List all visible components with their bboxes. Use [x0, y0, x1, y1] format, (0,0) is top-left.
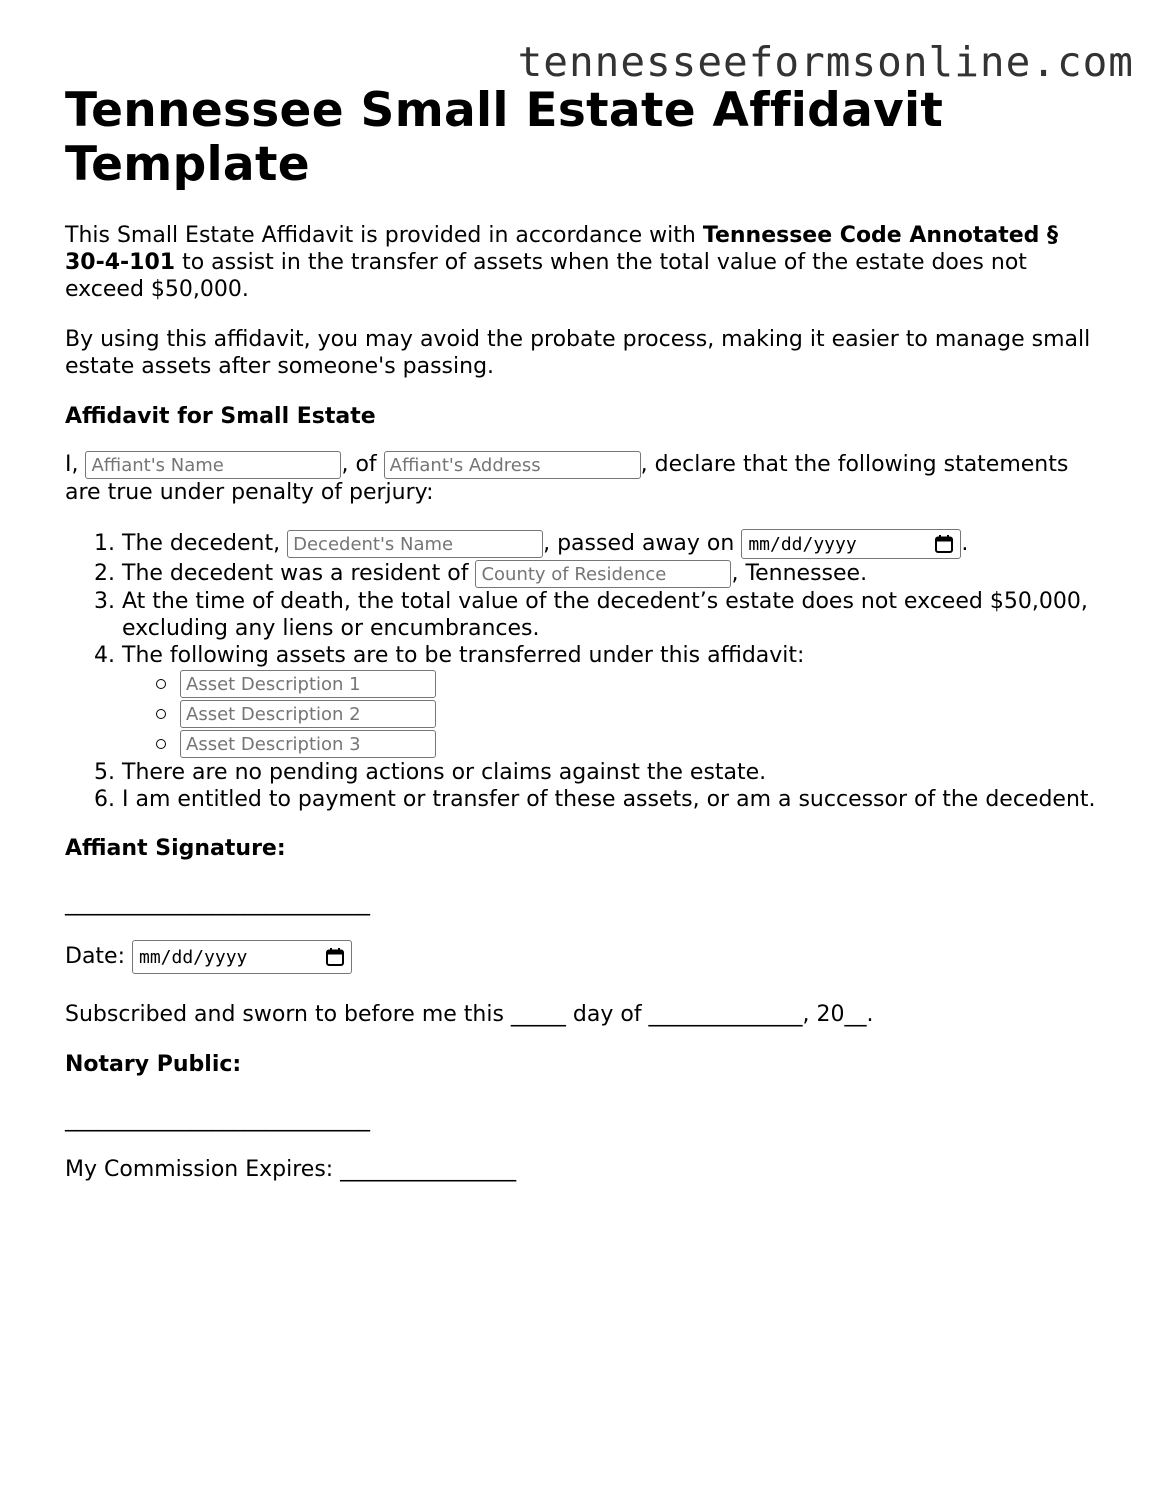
- statute-reference: Tennessee Code Annotated § 30-4-101: [65, 223, 1059, 275]
- statement-4: [122, 642, 1105, 759]
- notary-heading: Notary Public:: [65, 1052, 242, 1077]
- document-page: [65, 84, 1105, 1206]
- calendar-icon[interactable]: [325, 947, 345, 967]
- page-title: Tennessee Small Estate Affidavit Template: [65, 83, 944, 192]
- notary-signature-line: _____________________________: [65, 1107, 370, 1132]
- statement-1-middle: , passed away on: [543, 531, 742, 556]
- statement-2-suffix: , Tennessee.: [731, 561, 868, 586]
- death-date-input[interactable]: [741, 529, 961, 559]
- sworn-statement: Subscribed and sworn to before me this _____ day of ______________, 20__.: [65, 1002, 874, 1027]
- assets-list: [122, 669, 1105, 759]
- intro-text-2: to assist in the transfer of assets when the total value of the estate does not exceed $50,000.: [65, 250, 1027, 302]
- affiant-name-input[interactable]: [85, 451, 341, 479]
- statement-5: 5. There are no pending actions or claims against the estate.: [122, 759, 1105, 786]
- declaration-paragraph: [65, 451, 1105, 506]
- signature-date-input[interactable]: [132, 940, 352, 974]
- statement-3: 3. At the time of death, the total value of the decedent’s estate does not exceed $50,000, excluding any liens or encumbrances.: [122, 588, 1105, 642]
- asset-1-input[interactable]: [180, 670, 436, 698]
- signature-heading: Affiant Signature:: [65, 836, 286, 861]
- statement-2: [122, 560, 1105, 588]
- declaration-prefix: I,: [65, 452, 86, 477]
- signature-date-placeholder: mm/dd/yyyy: [139, 946, 248, 968]
- signature-line: _____________________________: [65, 891, 370, 916]
- date-label: Date:: [65, 944, 132, 969]
- section-heading: Affidavit for Small Estate: [65, 404, 376, 429]
- county-input[interactable]: [475, 560, 731, 588]
- statements-list: [65, 527, 1105, 813]
- statement-1-suffix: .: [961, 531, 969, 556]
- asset-item: [180, 729, 1105, 759]
- declaration-suffix: , declare that the following statements are true under penalty of perjury:: [65, 452, 1069, 505]
- probate-paragraph: By using this affidavit, you may avoid the probate process, making it easier to manage small estate assets after someone's passing.: [65, 327, 1091, 379]
- intro-text-1: This Small Estate Affidavit is provided in accordance with: [65, 223, 703, 248]
- asset-2-input[interactable]: [180, 700, 436, 728]
- watermark: tennesseeformsonline.com: [517, 38, 1134, 86]
- asset-3-input[interactable]: [180, 730, 436, 758]
- asset-item: [180, 669, 1105, 699]
- decedent-name-input[interactable]: [287, 530, 543, 558]
- declaration-middle: , of: [341, 452, 384, 477]
- statement-2-prefix: The decedent was a resident of: [122, 561, 476, 586]
- statement-6: 6. I am entitled to payment or transfer of these assets, or am a successor of the decedent.: [122, 786, 1105, 813]
- asset-item: [180, 699, 1105, 729]
- calendar-icon[interactable]: [934, 534, 954, 554]
- date-row: [65, 940, 1105, 974]
- death-date-placeholder: mm/dd/yyyy: [748, 533, 857, 555]
- intro-paragraph: [65, 222, 1105, 303]
- statement-4-text: The following assets are to be transferred under this affidavit:: [122, 643, 805, 668]
- commission-expires: My Commission Expires: ________________: [65, 1157, 517, 1182]
- affiant-address-input[interactable]: [384, 451, 641, 479]
- statement-1-prefix: The decedent,: [122, 531, 288, 556]
- statement-1: [122, 527, 1105, 560]
